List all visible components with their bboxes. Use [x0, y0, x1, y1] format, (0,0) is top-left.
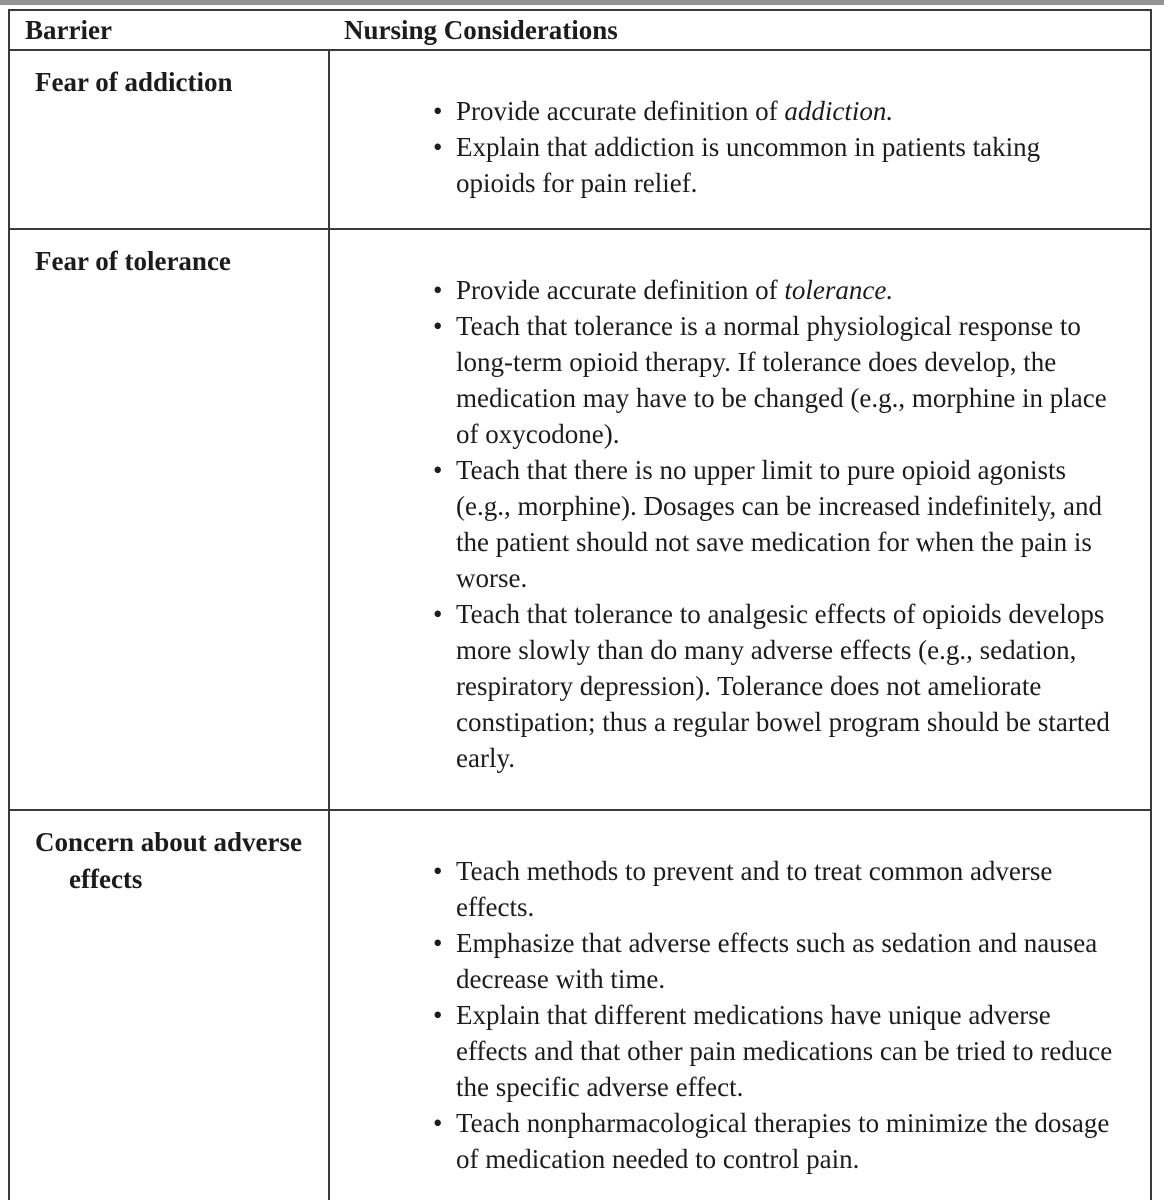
consideration-item: [433, 452, 1116, 596]
consideration-text: Teach nonpharmacological therapies to minimize the dosage of medication needed to control pain.: [456, 1108, 1110, 1174]
consideration-text: Explain that different medications have unique adverse effects and that other pain medications can be tried to reduce the specific adverse effect.: [456, 1000, 1113, 1102]
consideration-item: [433, 1105, 1116, 1177]
bullet-icon: •: [433, 928, 443, 958]
header-row: [9, 10, 1151, 50]
consideration-item: [433, 93, 1116, 129]
bullet-icon: •: [433, 1108, 443, 1138]
column-header-nursing-considerations: Nursing Considerations: [329, 10, 1151, 50]
consideration-text: Provide accurate definition of tolerance.: [456, 275, 894, 305]
table-row: [9, 810, 1151, 1200]
consideration-item: [433, 308, 1116, 452]
table-row: [9, 229, 1151, 810]
considerations-cell: [329, 229, 1151, 810]
consideration-item: [433, 272, 1116, 308]
bullet-icon: •: [433, 275, 443, 305]
barrier-cell: [9, 810, 329, 1200]
consideration-item: [433, 853, 1116, 925]
column-header-barrier: Barrier: [9, 10, 329, 50]
table-row: [9, 50, 1151, 229]
bullet-icon: •: [433, 132, 443, 162]
consideration-text: Explain that addiction is uncommon in patients taking opioids for pain relief.: [456, 132, 1041, 198]
barrier-label: Fear of addiction: [35, 67, 233, 97]
consideration-text: Teach that there is no upper limit to pure opioid agonists (e.g., morphine). Dosages can be increased indefinitely, and the patient should not save medication for when the pain is worse.: [456, 455, 1103, 593]
consideration-item: [433, 925, 1116, 997]
bullet-icon: •: [433, 455, 443, 485]
considerations-cell: [329, 810, 1151, 1200]
barriers-table: [8, 9, 1152, 1200]
consideration-item: [433, 596, 1116, 776]
barrier-cell: [9, 50, 329, 229]
bullet-icon: •: [433, 311, 443, 341]
consideration-text: Emphasize that adverse effects such as sedation and nausea decrease with time.: [456, 928, 1098, 994]
table-header: [9, 10, 1151, 50]
bullet-icon: •: [433, 1000, 443, 1030]
bullet-icon: •: [433, 96, 443, 126]
consideration-text: Teach that tolerance is a normal physiological response to long-term opioid therapy. If tolerance does develop, the medication may have to be changed (e.g., morphine in place of oxycodone).: [456, 311, 1107, 449]
considerations-list: [433, 272, 1116, 776]
consideration-text: Teach that tolerance to analgesic effects of opioids develops more slowly than do many adverse effects (e.g., sedation, respiratory depression). Tolerance does not ameliorate constipation; thus a regular bowel program should be started early.: [456, 599, 1110, 773]
barrier-cell: [9, 229, 329, 810]
bullet-icon: •: [433, 599, 443, 629]
consideration-item: [433, 129, 1116, 201]
consideration-text: Provide accurate definition of addiction.: [456, 96, 894, 126]
barrier-label: Fear of tolerance: [35, 246, 231, 276]
considerations-list: [433, 853, 1116, 1177]
top-rule: [0, 0, 1164, 5]
barrier-label: Concern about adverse effects: [35, 827, 302, 894]
considerations-list: [433, 93, 1116, 201]
considerations-cell: [329, 50, 1151, 229]
table-body: [9, 50, 1151, 1200]
consideration-item: [433, 997, 1116, 1105]
consideration-text: Teach methods to prevent and to treat common adverse effects.: [456, 856, 1053, 922]
bullet-icon: •: [433, 856, 443, 886]
